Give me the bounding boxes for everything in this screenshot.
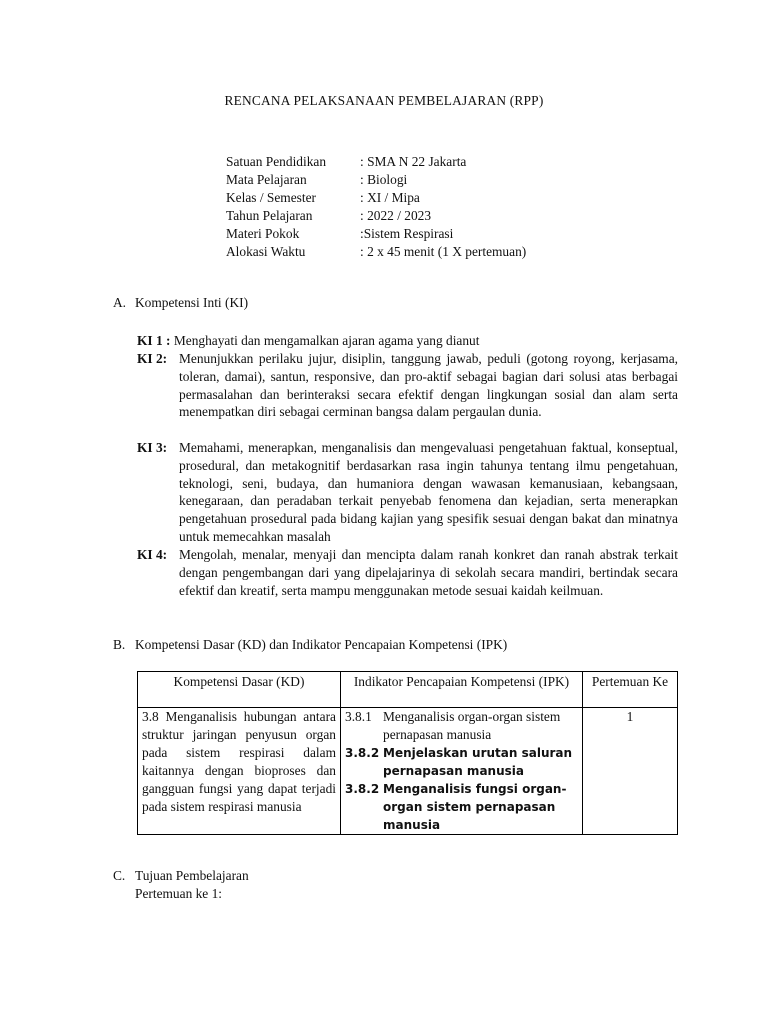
ki-text: Menghayati dan mengamalkan ajaran agama yang dianut bbox=[173, 333, 480, 348]
section-b-heading bbox=[113, 637, 507, 653]
section-letter: C. bbox=[113, 868, 126, 883]
section-c-heading bbox=[113, 868, 249, 884]
document-title: RENCANA PELAKSANAAN PEMBELAJARAN (RPP) bbox=[224, 93, 544, 108]
ipk-number: 3.8.2 bbox=[345, 746, 380, 760]
identity-label: Alokasi Waktu bbox=[226, 244, 306, 259]
section-letter: A. bbox=[113, 295, 127, 310]
ipk-item bbox=[345, 780, 578, 834]
section-title: Tujuan Pembelajaran bbox=[135, 868, 249, 883]
section-title: Kompetensi Dasar (KD) dan Indikator Pencapaian Kompetensi (IPK) bbox=[135, 637, 508, 652]
ki-label: KI 1 : bbox=[137, 333, 171, 348]
ki-item-1 bbox=[137, 332, 678, 350]
identity-value: : 2 x 45 menit (1 X pertemuan) bbox=[360, 244, 527, 259]
identity-row bbox=[226, 189, 526, 207]
ipk-number: 3.8.1 bbox=[345, 709, 372, 724]
identity-label: Tahun Pelajaran bbox=[226, 208, 313, 223]
identity-value: : XI / Mipa bbox=[360, 190, 420, 205]
ipk-number: 3.8.2 bbox=[345, 782, 380, 796]
identity-row bbox=[226, 171, 526, 189]
identity-label: Kelas / Semester bbox=[226, 190, 316, 205]
header-kd: Kompetensi Dasar (KD) bbox=[138, 672, 341, 708]
identity-row bbox=[226, 225, 526, 243]
identity-value: : Biologi bbox=[360, 172, 408, 187]
identity-value: : SMA N 22 Jakarta bbox=[360, 154, 467, 169]
ipk-text: Menganalisis organ-organ sistem pernapasan manusia bbox=[383, 709, 561, 742]
section-letter: B. bbox=[113, 637, 126, 652]
ki-text-2: Menunjukkan perilaku jujur, disiplin, tanggung jawab, peduli (gotong royong, kerjasama, toleran, damai), santun, responsive, dan pro-aktif sebagai bagian dari solusi atas berbagai permasalahan dan berinteraksi secara efektif dengan lingkungan sosial dan alam serta menempatkan diri sebagai cerminan bangsa dalam pergaulan dunia. bbox=[179, 351, 678, 420]
section-title: Kompetensi Inti (KI) bbox=[135, 295, 249, 310]
section-a-heading bbox=[113, 295, 248, 311]
meeting-subheading: Pertemuan ke 1: bbox=[135, 886, 223, 901]
kd-ipk-table bbox=[137, 671, 678, 835]
ki-label: KI 4: bbox=[137, 547, 168, 562]
identity-block bbox=[226, 153, 526, 261]
identity-row bbox=[226, 243, 526, 261]
ipk-cell bbox=[341, 708, 583, 835]
table-header-row bbox=[138, 672, 678, 708]
identity-row bbox=[226, 207, 526, 225]
ki-label: KI 2: bbox=[137, 351, 168, 366]
ipk-item bbox=[345, 744, 578, 780]
identity-label: Mata Pelajaran bbox=[226, 172, 307, 187]
meeting-cell: 1 bbox=[583, 708, 678, 835]
ipk-item bbox=[345, 708, 578, 744]
header-meeting: Pertemuan Ke bbox=[583, 672, 678, 708]
ipk-text: Menjelaskan urutan saluran pernapasan manusia bbox=[383, 746, 573, 778]
ki-text-3: Memahami, menerapkan, menganalisis dan mengevaluasi pengetahuan faktual, konseptual, prosedural, dan metakognitif berdasarkan rasa ingin tahunya tentang ilmu pengetahuan, teknologi, seni, budaya, dan humaniora dengan wawasan kemanusiaan, kebangsaan, kenegaraan, dan peradaban terkait penyebab fenomena dan kejadian, serta menerapkan pengetahuan prosedural pada bidang kajian yang spesifik sesuai dengan bakat dan minatnya untuk memecahkan masalah bbox=[179, 440, 678, 544]
identity-row bbox=[226, 153, 526, 171]
kd-text: 3.8 Menganalisis hubungan antara struktur jaringan penyusun organ pada sistem respirasi dalam kaitannya dengan bioproses dan gangguan fungsi yang dapat terjadi pada sistem respirasi manusia bbox=[142, 709, 336, 814]
ipk-text: Menganalisis fungsi organ-organ sistem pernapasan manusia bbox=[383, 782, 567, 832]
identity-value: :Sistem Respirasi bbox=[360, 226, 454, 241]
identity-value: : 2022 / 2023 bbox=[360, 208, 432, 223]
identity-label: Materi Pokok bbox=[226, 226, 300, 241]
table-row bbox=[138, 708, 678, 835]
ki-label: KI 3: bbox=[137, 440, 168, 455]
kd-cell bbox=[138, 708, 341, 835]
ki-text-4: Mengolah, menalar, menyaji dan mencipta dalam ranah konkret dan ranah abstrak terkait dengan pengembangan dari yang dipelajarinya di sekolah secara mandiri, bertindak secara efektif dan kreatif, serta mampu menggunakan metode sesuai kaidah keilmuan. bbox=[179, 547, 678, 598]
header-ipk: Indikator Pencapaian Kompetensi (IPK) bbox=[341, 672, 583, 708]
identity-label: Satuan Pendidikan bbox=[226, 154, 327, 169]
